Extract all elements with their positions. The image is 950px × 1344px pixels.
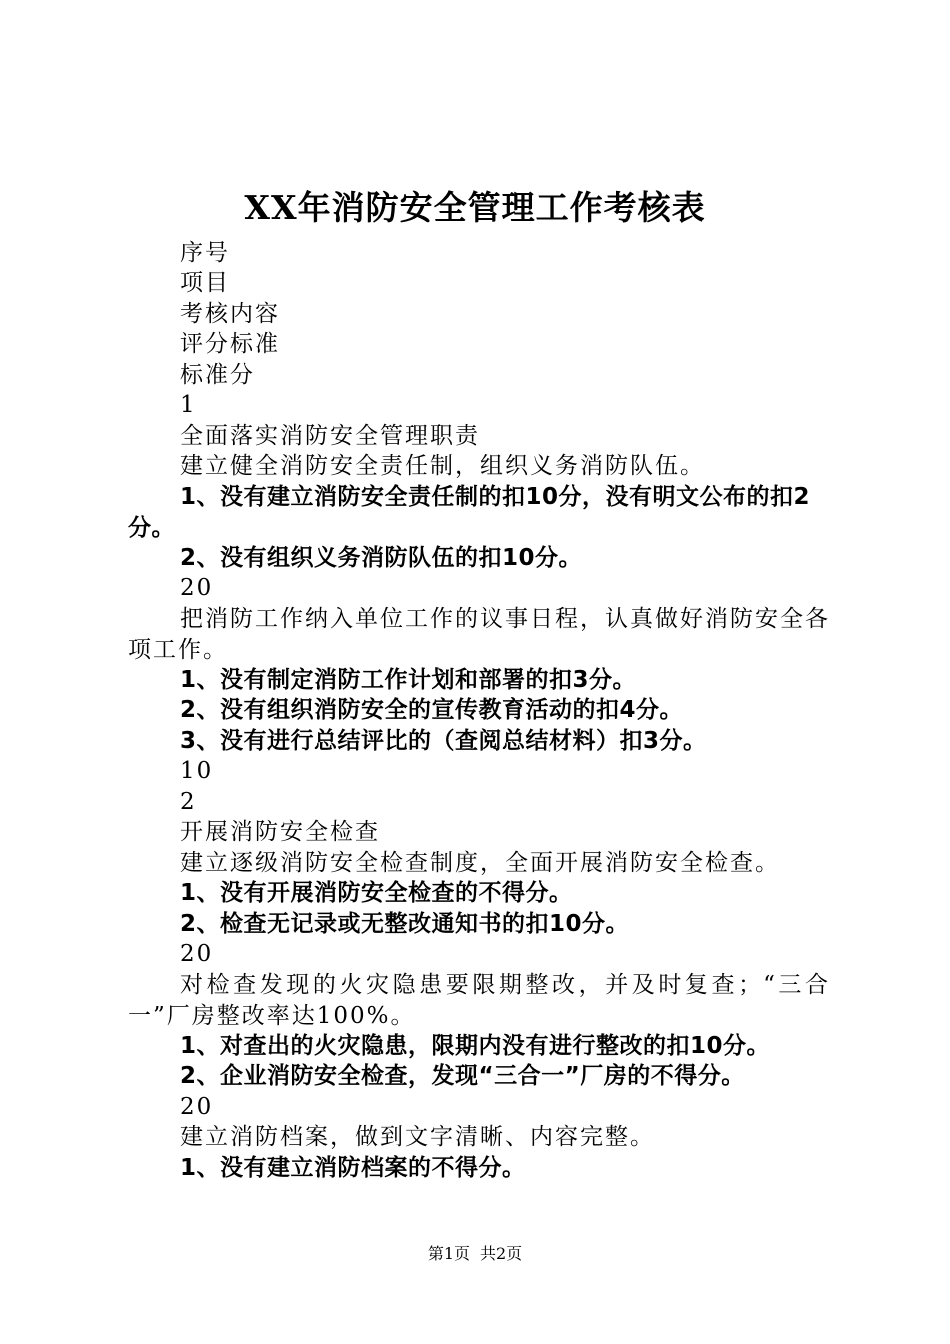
paragraph: 开展消防安全检查 — [180, 819, 380, 845]
paragraph: 考核内容 — [180, 301, 280, 327]
paragraph: 1、没有开展消防安全检查的不得分。 — [180, 880, 573, 906]
document-title: XX年消防安全管理工作考核表 — [244, 188, 706, 227]
paragraph: 1 — [180, 392, 197, 418]
paragraph: 2、没有组织义务消防队伍的扣10分。 — [180, 545, 583, 571]
paragraph: 2、企业消防安全检查，发现“三合一”厂房的不得分。 — [180, 1063, 745, 1089]
paragraph: 建立逐级消防安全检查制度，全面开展消防安全检查。 — [180, 850, 780, 876]
paragraph: 20 — [180, 1094, 214, 1120]
paragraph: 全面落实消防安全管理职责 — [180, 423, 480, 449]
paragraph: 2 — [180, 789, 197, 815]
paragraph: 1、没有制定消防工作计划和部署的扣3分。 — [180, 667, 637, 693]
paragraph: 对检查发现的火灾隐患要限期整改，并及时复查；“三合一”厂房整改率达100%。 — [128, 972, 830, 1029]
page-total: 共2页 — [480, 1244, 523, 1263]
paragraph: 建立健全消防安全责任制，组织义务消防队伍。 — [180, 453, 705, 479]
paragraph: 10 — [180, 758, 214, 784]
paragraph: 序号 — [180, 240, 230, 266]
page-footer — [0, 1243, 950, 1265]
paragraph: 20 — [180, 941, 214, 967]
paragraph: 建立消防档案，做到文字清晰、内容完整。 — [180, 1124, 655, 1150]
paragraph: 标准分 — [180, 362, 255, 388]
paragraph: 3、没有进行总结评比的（查阅总结材料）扣3分。 — [180, 728, 707, 754]
paragraph: 2、没有组织消防安全的宣传教育活动的扣4分。 — [180, 697, 684, 723]
paragraph: 20 — [180, 575, 214, 601]
paragraph: 项目 — [180, 270, 230, 296]
paragraph: 1、没有建立消防档案的不得分。 — [180, 1155, 526, 1181]
paragraph: 评分标准 — [180, 331, 280, 357]
paragraph: 2、检查无记录或无整改通知书的扣10分。 — [180, 911, 630, 937]
paragraph: 1、没有建立消防安全责任制的扣10分，没有明文公布的扣2分。 — [128, 484, 811, 541]
paragraph: 1、对查出的火灾隐患，限期内没有进行整改的扣10分。 — [180, 1033, 771, 1059]
paragraph: 把消防工作纳入单位工作的议事日程，认真做好消防安全各项工作。 — [128, 606, 830, 663]
page-number: 第1页 — [427, 1244, 470, 1263]
